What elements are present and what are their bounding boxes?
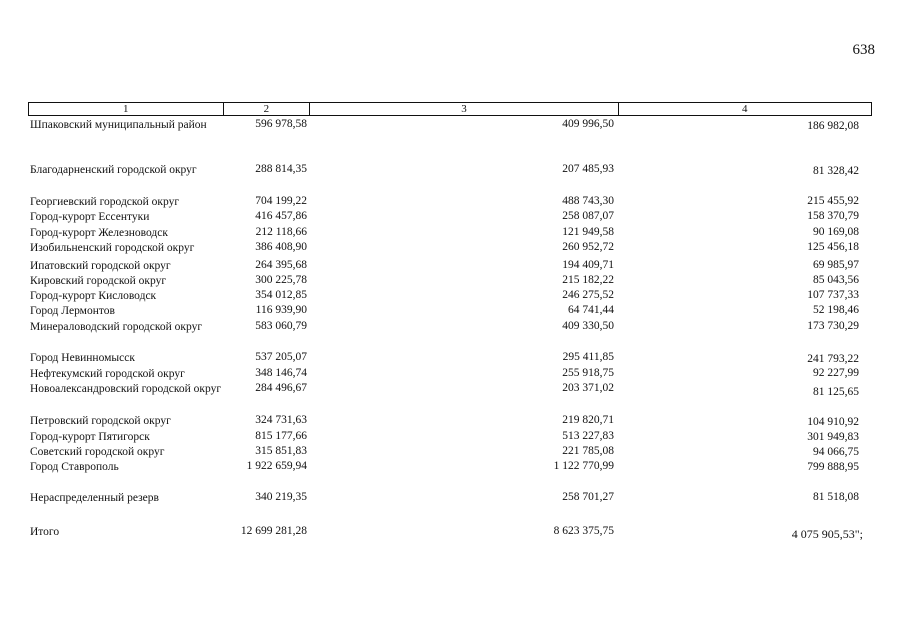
row-value-3: 194 409,71 [562, 259, 614, 271]
row-value-2: 596 978,58 [255, 118, 307, 130]
row-name: Итого [30, 526, 60, 538]
row-name: Город-курорт Ессентуки [30, 211, 150, 223]
row-value-2: 324 731,63 [255, 414, 307, 426]
row-value-3: 255 918,75 [562, 367, 614, 379]
row-value-4: 94 066,75 [813, 446, 859, 458]
row-value-4: 4 075 905,53"; [791, 527, 863, 541]
row-value-4: 81 125,65 [813, 386, 859, 398]
row-value-2: 116 939,90 [255, 304, 307, 316]
row-value-4: 301 949,83 [807, 431, 859, 443]
row-value-3: 1 122 770,99 [553, 460, 614, 472]
row-value-2: 704 199,22 [255, 195, 307, 207]
row-name: Ипатовский городской округ [30, 260, 171, 272]
row-value-2: 537 205,07 [255, 351, 307, 363]
row-value-3: 409 996,50 [562, 118, 614, 130]
row-value-2: 354 012,85 [255, 289, 307, 301]
column-header-3: 3 [310, 103, 618, 115]
page-number: 638 [852, 42, 875, 58]
row-value-3: 203 371,02 [562, 382, 614, 394]
row-value-3: 513 227,83 [562, 430, 614, 442]
row-name: Город-курорт Пятигорск [30, 431, 150, 443]
row-name: Город Лермонтов [30, 305, 115, 317]
row-value-2: 288 814,35 [255, 163, 307, 175]
row-name: Кировский городской округ [30, 275, 167, 287]
row-name: Шпаковский муниципальный район [30, 119, 207, 131]
row-value-4: 81 328,42 [813, 165, 859, 177]
row-value-3: 219 820,71 [562, 414, 614, 426]
row-value-3: 215 182,22 [562, 274, 614, 286]
row-value-4: 158 370,79 [807, 210, 859, 222]
row-value-2: 583 060,79 [255, 320, 307, 332]
row-name: Город-курорт Железноводск [30, 227, 168, 239]
row-name: Благодарненский городской округ [30, 164, 197, 176]
row-value-3: 488 743,30 [562, 195, 614, 207]
row-name: Новоалександровский городской округ [30, 383, 222, 395]
column-header-2: 2 [224, 103, 311, 115]
row-value-2: 340 219,35 [255, 491, 307, 503]
row-value-2: 815 177,66 [255, 430, 307, 442]
row-value-2: 348 146,74 [255, 367, 307, 379]
row-value-2: 386 408,90 [255, 241, 307, 253]
row-value-2: 1 922 659,94 [246, 460, 307, 472]
row-name: Город-курорт Кисловодск [30, 290, 157, 302]
row-name: Город Невинномысск [30, 352, 135, 364]
row-value-2: 416 457,86 [255, 210, 307, 222]
row-value-4: 90 169,08 [813, 226, 859, 238]
row-name: Советский городской округ [30, 446, 165, 458]
row-value-3: 64 741,44 [568, 304, 614, 316]
row-name: Город Ставрополь [30, 461, 119, 473]
row-value-4: 799 888,95 [807, 461, 859, 473]
row-name: Нераспределенный резерв [30, 492, 159, 504]
row-value-4: 107 737,33 [807, 289, 859, 301]
row-value-4: 125 456,18 [807, 241, 859, 253]
row-name: Нефтекумский городской округ [30, 368, 185, 380]
row-value-3: 8 623 375,75 [553, 525, 614, 537]
row-value-3: 409 330,50 [562, 320, 614, 332]
row-name: Георгиевский городской округ [30, 196, 180, 208]
row-value-4: 215 455,92 [807, 195, 859, 207]
row-value-3: 260 952,72 [562, 241, 614, 253]
row-value-4: 241 793,22 [807, 353, 859, 365]
row-value-3: 121 949,58 [562, 226, 614, 238]
column-header-4: 4 [742, 103, 748, 115]
row-value-2: 315 851,83 [255, 445, 307, 457]
row-value-4: 69 985,97 [813, 259, 859, 271]
table-header-row [28, 102, 872, 116]
row-name: Минераловодский городской округ [30, 321, 203, 333]
row-value-2: 212 118,66 [255, 226, 307, 238]
row-value-2: 300 225,78 [255, 274, 307, 286]
row-value-3: 221 785,08 [562, 445, 614, 457]
row-value-3: 258 087,07 [562, 210, 614, 222]
row-value-4: 186 982,08 [807, 120, 859, 132]
row-value-2: 284 496,67 [255, 382, 307, 394]
row-value-4: 52 198,46 [813, 304, 859, 316]
row-name: Изобильненский городской округ [30, 242, 195, 254]
row-name: Петровский городской округ [30, 415, 171, 427]
row-value-4: 173 730,29 [807, 320, 859, 332]
row-value-3: 246 275,52 [562, 289, 614, 301]
row-value-4: 85 043,56 [813, 274, 859, 286]
column-header-1: 1 [29, 103, 224, 115]
row-value-3: 295 411,85 [562, 351, 614, 363]
row-value-4: 81 518,08 [813, 491, 859, 503]
row-value-2: 264 395,68 [255, 259, 307, 271]
row-value-4: 92 227,99 [813, 367, 859, 379]
row-value-3: 207 485,93 [562, 163, 614, 175]
row-value-2: 12 699 281,28 [240, 525, 307, 537]
row-value-3: 258 701,27 [562, 491, 614, 503]
row-value-4: 104 910,92 [807, 416, 859, 428]
